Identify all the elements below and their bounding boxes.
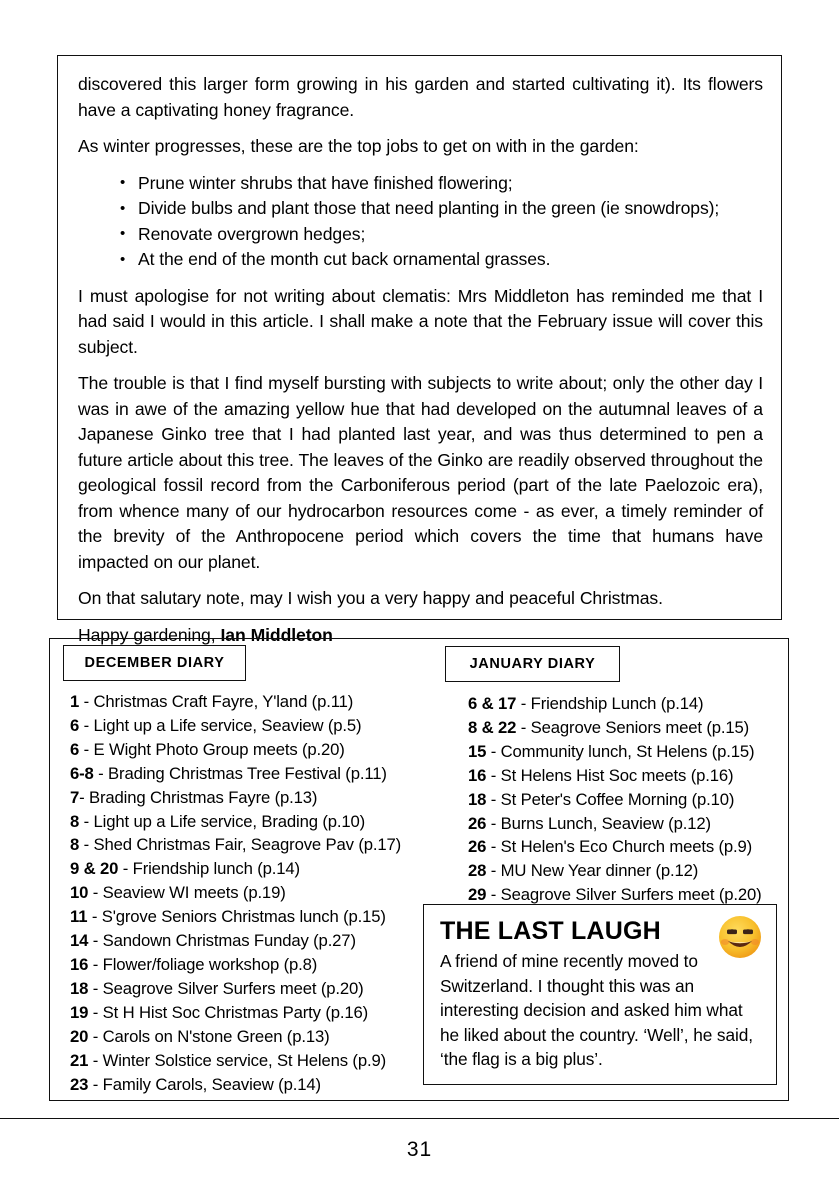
diary-entry [445,859,790,883]
diary-entry [63,1073,438,1097]
diary-entry [445,764,790,788]
article-paragraph-5: On that salutary note, may I wish you a very happy and peaceful Christmas. [78,588,663,608]
diary-entry-day: 16 [468,765,487,785]
diary-entry-day: 11 [70,907,88,927]
diary-entry-day: 10 [70,883,89,903]
diary-entry-text: - Friendship Lunch (p.14) [516,694,704,713]
diary-entry [63,857,438,881]
diary-entry-text: - Brading Christmas Fayre (p.13) [79,787,318,807]
january-diary-list [445,692,790,907]
grinning-face-with-smiling-eyes-icon [716,913,764,961]
diary-entry-text: - Burns Lunch, Seaview (p.12) [486,813,711,833]
diary-entry-text: - Brading Christmas Tree Festival (p.11) [93,763,387,783]
diary-entry-day: 21 [70,1050,89,1070]
diary-entry [445,692,790,716]
diary-entry [63,1025,438,1049]
january-diary-header: JANUARY DIARY [445,646,620,682]
diary-entry-text: - St Helen's Eco Church meets (p.9) [486,837,753,857]
diary-entry [63,905,438,929]
diary-entry-text: - Shed Christmas Fair, Seagrove Pav (p.17) [79,835,402,855]
last-laugh-box [423,904,777,1085]
diary-entry-day: 26 [468,837,487,857]
diary-entry [63,953,438,977]
diary-entry-day: 28 [468,861,487,881]
diary-entry-day: 26 [468,813,487,833]
list-item: • Divide bulbs and plant those that need planting in the green (ie snowdrops); [120,196,763,222]
diary-entry-text: - Sandown Christmas Funday (p.27) [88,931,356,951]
article-paragraph-3: I must apologise for not writing about clematis: Mrs Middleton has reminded me that I had said I would in this article. I shall make a note that the February issue will cover this subject. [78,285,763,357]
diary-entry-text: - Friendship lunch (p.14) [118,859,300,879]
diary-entry-day: 18 [70,978,89,998]
diary-entry-day: 19 [70,1002,89,1022]
diary-entry [63,690,438,714]
diary-entry-text: - Winter Solstice service, St Helens (p.9) [88,1050,386,1070]
diary-entry-text: - E Wight Photo Group meets (p.20) [79,739,345,759]
diary-entry-text: - Family Carols, Seaview (p.14) [88,1074,321,1094]
diary-entry-day: 18 [468,789,487,809]
list-item: • Prune winter shrubs that have finished flowering; [120,171,763,197]
last-laugh-title: THE LAST LAUGH [440,917,661,945]
diary-entry [63,1049,438,1073]
diary-entry-text: - St Helens Hist Soc meets (p.16) [486,765,734,785]
diary-entry [63,738,438,762]
diary-entry [63,714,438,738]
diary-entry-day: 8 [70,811,80,831]
diary-entry-text: - S'grove Seniors Christmas lunch (p.15) [87,907,386,927]
diary-entry-day: 6 [70,739,80,759]
diary-entry-day: 9 & 20 [70,859,119,879]
diary-entry-text: - Christmas Craft Fayre, Y'land (p.11) [79,692,354,711]
diary-entry [63,810,438,834]
list-item: • At the end of the month cut back ornamental grasses. [120,247,763,273]
diary-entry-day: 6-8 [70,763,94,783]
diary-entry [63,833,438,857]
diary-entry [63,1001,438,1025]
diary-entry-day: 29 [468,885,487,905]
sign-off-prefix: Happy gardening, [78,624,221,645]
diary-entry-text: - Seagrove Silver Surfers meet (p.20) [88,978,364,998]
article-paragraph-2: As winter progresses, these are the top jobs to get on with in the garden: [78,136,639,156]
list-item: • Renovate overgrown hedges; [120,222,763,248]
diary-entry-text: - Seaview WI meets (p.19) [88,883,286,903]
diary-entry [445,835,790,859]
diary-entry-text: - Carols on N'stone Green (p.13) [88,1026,330,1046]
diary-entry [63,786,438,810]
last-laugh-body: A friend of mine recently moved to Switzerland. I thought this was an interesting decision and asked him what he liked about the country. ‘Well’, he said, ‘the flag is a big plus’. [440,951,753,1069]
diary-entry-day: 16 [70,954,89,974]
diary-entry-day: 8 & 22 [468,717,517,737]
january-diary-column [445,646,790,907]
diary-entry-day: 15 [468,741,487,761]
page-number: 31 [406,1138,433,1161]
diary-entry [445,788,790,812]
diary-entry-day: 23 [70,1074,89,1094]
diary-entry-text: - MU New Year dinner (p.12) [486,861,699,881]
diary-entry [445,740,790,764]
diary-entry-text: - St Peter's Coffee Morning (p.10) [486,789,735,809]
diary-entry-day: 7 [70,787,80,807]
diary-entry-day: 20 [70,1026,89,1046]
diary-entry-text: - Light up a Life service, Seaview (p.5) [79,715,362,735]
diary-box [49,638,789,1101]
diary-entry-day: 1 [70,692,80,711]
diary-entry [63,881,438,905]
diary-entry-text: - Light up a Life service, Brading (p.10) [79,811,366,831]
diary-entry-text: - Flower/foliage workshop (p.8) [88,954,318,974]
diary-entry-day: 14 [70,931,89,951]
article-paragraph-4: The trouble is that I find myself bursting with subjects to write about; only the other day I was in awe of the amazing yellow hue that had developed on the autumnal leaves of a Japanese Ginko tree that I had planted last year, and was thus determined to pen a future article about this tree. The leaves of the Ginko are readily observed throughout the geological fossil record from the Carboniferous period (part of the late Paelozoic era), from whence many of our hydrocarbon resources come - as ever, a timely reminder of the brevity of the Anthropocene period which covers the time that humans have impacted on our planet. [78,373,763,572]
article-paragraph-1: discovered this larger form growing in his garden and started cultivating it). Its flowers have a captivating honey fragrance. [78,74,763,120]
author-name: Ian Middleton [220,624,333,645]
december-diary-list [63,690,438,1096]
diary-entry-text: - Community lunch, St Helens (p.15) [486,741,755,761]
diary-entry [63,929,438,953]
footer-divider [0,1118,839,1119]
diary-entry-text: - Seagrove Silver Surfers meet (p.20) [486,885,762,905]
winter-jobs-list [78,171,763,273]
december-diary-header: DECEMBER DIARY [63,645,246,681]
article-box [57,55,782,645]
diary-entry-text: - Seagrove Seniors meet (p.15) [516,717,750,737]
diary-entry [445,716,790,740]
diary-entry [63,762,438,786]
diary-entry [445,812,790,836]
diary-entry-day: 8 [70,835,80,855]
diary-entry-text: - St H Hist Soc Christmas Party (p.16) [88,1002,369,1022]
diary-entry-day: 6 & 17 [468,694,517,713]
diary-entry-day: 6 [70,715,80,735]
diary-entry [63,977,438,1001]
december-diary-column [63,645,438,1096]
